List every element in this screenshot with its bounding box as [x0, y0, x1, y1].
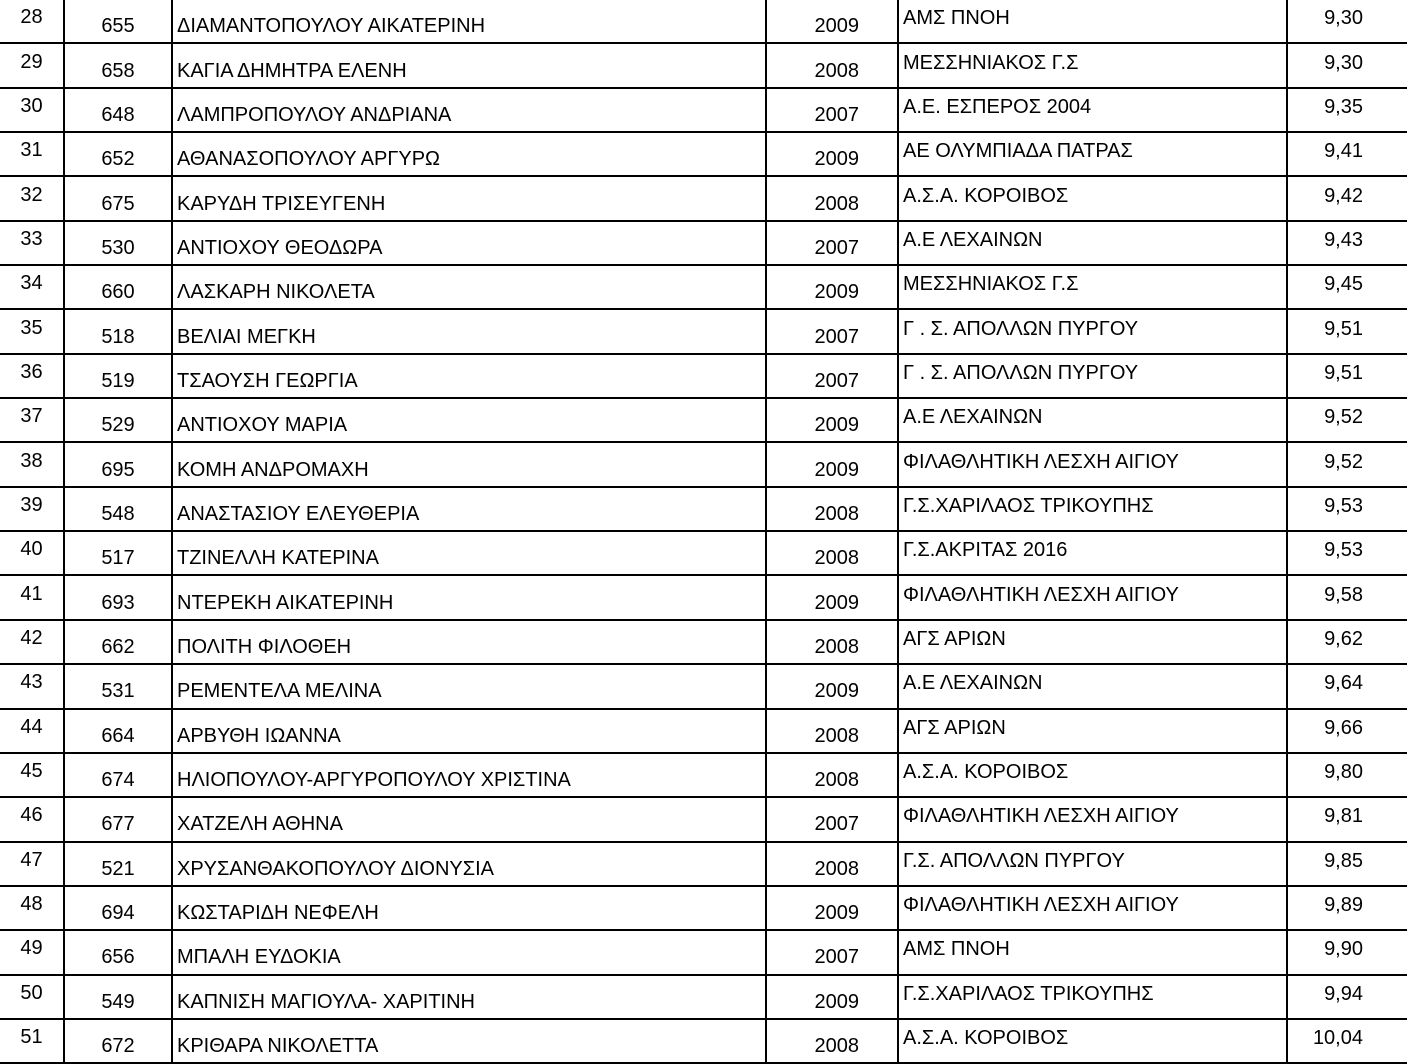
club-cell: ΦΙΛΑΘΛΗΤΙΚΗ ΛΕΣΧΗ ΑΙΓΙΟΥ [898, 797, 1287, 841]
club-cell: ΑΜΣ ΠΝΟΗ [898, 0, 1287, 43]
club-cell: Α.Σ.Α. ΚΟΡΟΙΒΟΣ [898, 176, 1287, 220]
athlete-name-cell: ΒΕΛΙΑΙ ΜΕΓΚΗ [172, 309, 766, 353]
athlete-name-cell: ΑΝΤΙΟΧΟΥ ΜΑΡΙΑ [172, 398, 766, 442]
time-cell: 9,62 [1287, 620, 1407, 664]
rank-cell: 36 [0, 354, 64, 398]
table-row [0, 930, 1407, 974]
table-row [0, 886, 1407, 930]
table-row [0, 664, 1407, 708]
birth-year-cell: 2008 [766, 842, 898, 886]
rank-cell: 37 [0, 398, 64, 442]
athlete-name-cell: ΚΑΠΝΙΣΗ ΜΑΓΙΟΥΛΑ- ΧΑΡΙΤΙΝΗ [172, 975, 766, 1019]
club-cell: ΦΙΛΑΘΛΗΤΙΚΗ ΛΕΣΧΗ ΑΙΓΙΟΥ [898, 575, 1287, 619]
table-row [0, 709, 1407, 753]
athlete-name-cell: ΛΑΣΚΑΡΗ ΝΙΚΟΛΕΤΑ [172, 265, 766, 309]
birth-year-cell: 2008 [766, 753, 898, 797]
athlete-name-cell: ΤΖΙΝΕΛΛΗ ΚΑΤΕΡΙΝΑ [172, 531, 766, 575]
table-row [0, 132, 1407, 176]
rank-cell: 42 [0, 620, 64, 664]
birth-year-cell: 2009 [766, 886, 898, 930]
rank-cell: 44 [0, 709, 64, 753]
club-cell: ΑΜΣ ΠΝΟΗ [898, 930, 1287, 974]
bib-cell: 695 [64, 442, 172, 486]
rank-cell: 32 [0, 176, 64, 220]
bib-cell: 655 [64, 0, 172, 43]
rank-cell: 45 [0, 753, 64, 797]
club-cell: Γ.Σ.ΧΑΡΙΛΑΟΣ ΤΡΙΚΟΥΠΗΣ [898, 975, 1287, 1019]
time-cell: 9,30 [1287, 43, 1407, 87]
birth-year-cell: 2007 [766, 88, 898, 132]
bib-cell: 660 [64, 265, 172, 309]
time-cell: 9,52 [1287, 442, 1407, 486]
club-cell: Α.Ε ΛΕΧΑΙΝΩΝ [898, 221, 1287, 265]
athlete-name-cell: ΚΡΙΘΑΡΑ ΝΙΚΟΛΕΤΤΑ [172, 1019, 766, 1063]
table-row [0, 309, 1407, 353]
birth-year-cell: 2008 [766, 709, 898, 753]
bib-cell: 693 [64, 575, 172, 619]
rank-cell: 49 [0, 930, 64, 974]
athlete-name-cell: ΛΑΜΠΡΟΠΟΥΛΟΥ ΑΝΔΡΙΑΝΑ [172, 88, 766, 132]
athlete-name-cell: ΤΣΑΟΥΣΗ ΓΕΩΡΓΙΑ [172, 354, 766, 398]
athlete-name-cell: ΑΘΑΝΑΣΟΠΟΥΛΟΥ ΑΡΓΥΡΩ [172, 132, 766, 176]
time-cell: 9,53 [1287, 487, 1407, 531]
table-row [0, 620, 1407, 664]
bib-cell: 529 [64, 398, 172, 442]
time-cell: 9,43 [1287, 221, 1407, 265]
club-cell: Α.Σ.Α. ΚΟΡΟΙΒΟΣ [898, 753, 1287, 797]
birth-year-cell: 2008 [766, 1019, 898, 1063]
table-row [0, 975, 1407, 1019]
rank-cell: 34 [0, 265, 64, 309]
bib-cell: 658 [64, 43, 172, 87]
athlete-name-cell: ΚΩΣΤΑΡΙΔΗ ΝΕΦΕΛΗ [172, 886, 766, 930]
athlete-name-cell: ΧΡΥΣΑΝΘΑΚΟΠΟΥΛΟΥ ΔΙΟΝΥΣΙΑ [172, 842, 766, 886]
birth-year-cell: 2007 [766, 309, 898, 353]
birth-year-cell: 2008 [766, 43, 898, 87]
birth-year-cell: 2008 [766, 531, 898, 575]
bib-cell: 656 [64, 930, 172, 974]
bib-cell: 521 [64, 842, 172, 886]
birth-year-cell: 2009 [766, 0, 898, 43]
rank-cell: 40 [0, 531, 64, 575]
bib-cell: 648 [64, 88, 172, 132]
birth-year-cell: 2009 [766, 398, 898, 442]
athlete-name-cell: ΧΑΤΖΕΛΗ ΑΘΗΝΑ [172, 797, 766, 841]
table-row [0, 797, 1407, 841]
time-cell: 9,58 [1287, 575, 1407, 619]
club-cell: Γ . Σ. ΑΠΟΛΛΩΝ ΠΥΡΓΟΥ [898, 354, 1287, 398]
rank-cell: 35 [0, 309, 64, 353]
bib-cell: 549 [64, 975, 172, 1019]
table-row [0, 487, 1407, 531]
club-cell: ΑΓΣ ΑΡΙΩΝ [898, 620, 1287, 664]
club-cell: Α.Ε ΛΕΧΑΙΝΩΝ [898, 664, 1287, 708]
time-cell: 9,64 [1287, 664, 1407, 708]
club-cell: ΦΙΛΑΘΛΗΤΙΚΗ ΛΕΣΧΗ ΑΙΓΙΟΥ [898, 442, 1287, 486]
table-row [0, 176, 1407, 220]
rank-cell: 38 [0, 442, 64, 486]
athlete-name-cell: ΜΠΑΛΗ ΕΥΔΟΚΙΑ [172, 930, 766, 974]
bib-cell: 677 [64, 797, 172, 841]
time-cell: 9,66 [1287, 709, 1407, 753]
club-cell: ΜΕΣΣΗΝΙΑΚΟΣ Γ.Σ [898, 265, 1287, 309]
bib-cell: 662 [64, 620, 172, 664]
club-cell: ΑΕ ΟΛΥΜΠΙΑΔΑ ΠΑΤΡΑΣ [898, 132, 1287, 176]
rank-cell: 51 [0, 1019, 64, 1063]
time-cell: 9,90 [1287, 930, 1407, 974]
athlete-name-cell: ΚΟΜΗ ΑΝΔΡΟΜΑΧΗ [172, 442, 766, 486]
rank-cell: 33 [0, 221, 64, 265]
birth-year-cell: 2007 [766, 797, 898, 841]
athlete-name-cell: ΑΝΑΣΤΑΣΙΟΥ ΕΛΕΥΘΕΡΙΑ [172, 487, 766, 531]
table-row [0, 753, 1407, 797]
time-cell: 9,42 [1287, 176, 1407, 220]
rank-cell: 28 [0, 0, 64, 43]
birth-year-cell: 2008 [766, 620, 898, 664]
club-cell: Γ.Σ.ΧΑΡΙΛΑΟΣ ΤΡΙΚΟΥΠΗΣ [898, 487, 1287, 531]
table-row [0, 398, 1407, 442]
bib-cell: 672 [64, 1019, 172, 1063]
time-cell: 9,51 [1287, 354, 1407, 398]
club-cell: Α.Ε ΛΕΧΑΙΝΩΝ [898, 398, 1287, 442]
table-row [0, 221, 1407, 265]
birth-year-cell: 2008 [766, 176, 898, 220]
time-cell: 9,94 [1287, 975, 1407, 1019]
bib-cell: 519 [64, 354, 172, 398]
birth-year-cell: 2008 [766, 487, 898, 531]
birth-year-cell: 2009 [766, 975, 898, 1019]
birth-year-cell: 2007 [766, 221, 898, 265]
club-cell: Γ . Σ. ΑΠΟΛΛΩΝ ΠΥΡΓΟΥ [898, 309, 1287, 353]
table-row [0, 1019, 1407, 1063]
bib-cell: 675 [64, 176, 172, 220]
rank-cell: 31 [0, 132, 64, 176]
table-row [0, 43, 1407, 87]
athlete-name-cell: ΑΝΤΙΟΧΟΥ ΘΕΟΔΩΡΑ [172, 221, 766, 265]
time-cell: 10,04 [1287, 1019, 1407, 1063]
club-cell: Γ.Σ. ΑΠΟΛΛΩΝ ΠΥΡΓΟΥ [898, 842, 1287, 886]
club-cell: ΑΓΣ ΑΡΙΩΝ [898, 709, 1287, 753]
bib-cell: 518 [64, 309, 172, 353]
club-cell: Α.Σ.Α. ΚΟΡΟΙΒΟΣ [898, 1019, 1287, 1063]
table-row [0, 265, 1407, 309]
rank-cell: 43 [0, 664, 64, 708]
bib-cell: 674 [64, 753, 172, 797]
table-row [0, 531, 1407, 575]
rank-cell: 29 [0, 43, 64, 87]
bib-cell: 652 [64, 132, 172, 176]
time-cell: 9,35 [1287, 88, 1407, 132]
table-row [0, 0, 1407, 43]
bib-cell: 548 [64, 487, 172, 531]
athlete-name-cell: ΠΟΛΙΤΗ ΦΙΛΟΘΕΗ [172, 620, 766, 664]
rank-cell: 39 [0, 487, 64, 531]
rank-cell: 50 [0, 975, 64, 1019]
bib-cell: 531 [64, 664, 172, 708]
club-cell: Γ.Σ.ΑΚΡΙΤΑΣ 2016 [898, 531, 1287, 575]
birth-year-cell: 2009 [766, 664, 898, 708]
rank-cell: 46 [0, 797, 64, 841]
time-cell: 9,53 [1287, 531, 1407, 575]
time-cell: 9,85 [1287, 842, 1407, 886]
bib-cell: 694 [64, 886, 172, 930]
athlete-name-cell: ΝΤΕΡΕΚΗ ΑΙΚΑΤΕΡΙΝΗ [172, 575, 766, 619]
time-cell: 9,41 [1287, 132, 1407, 176]
club-cell: ΜΕΣΣΗΝΙΑΚΟΣ Γ.Σ [898, 43, 1287, 87]
rank-cell: 47 [0, 842, 64, 886]
time-cell: 9,81 [1287, 797, 1407, 841]
rank-cell: 30 [0, 88, 64, 132]
table-row [0, 88, 1407, 132]
rank-cell: 48 [0, 886, 64, 930]
birth-year-cell: 2007 [766, 930, 898, 974]
time-cell: 9,45 [1287, 265, 1407, 309]
bib-cell: 517 [64, 531, 172, 575]
athlete-name-cell: ΚΑΡΥΔΗ ΤΡΙΣΕΥΓΕΝΗ [172, 176, 766, 220]
table-row [0, 442, 1407, 486]
athlete-name-cell: ΑΡΒΥΘΗ ΙΩΑΝΝΑ [172, 709, 766, 753]
club-cell: Α.Ε. ΕΣΠΕΡΟΣ 2004 [898, 88, 1287, 132]
time-cell: 9,30 [1287, 0, 1407, 43]
rank-cell: 41 [0, 575, 64, 619]
birth-year-cell: 2009 [766, 575, 898, 619]
athlete-name-cell: ΡΕΜΕΝΤΕΛΑ ΜΕΛΙΝΑ [172, 664, 766, 708]
birth-year-cell: 2009 [766, 265, 898, 309]
athlete-name-cell: ΚΑΓΙΑ ΔΗΜΗΤΡΑ ΕΛΕΝΗ [172, 43, 766, 87]
athlete-name-cell: ΔΙΑΜΑΝΤΟΠΟΥΛΟΥ ΑΙΚΑΤΕΡΙΝΗ [172, 0, 766, 43]
club-cell: ΦΙΛΑΘΛΗΤΙΚΗ ΛΕΣΧΗ ΑΙΓΙΟΥ [898, 886, 1287, 930]
time-cell: 9,52 [1287, 398, 1407, 442]
time-cell: 9,89 [1287, 886, 1407, 930]
table-row [0, 842, 1407, 886]
bib-cell: 664 [64, 709, 172, 753]
birth-year-cell: 2007 [766, 354, 898, 398]
table-row [0, 575, 1407, 619]
athlete-name-cell: ΗΛΙΟΠΟΥΛΟΥ-ΑΡΓΥΡΟΠΟΥΛΟΥ ΧΡΙΣΤΙΝΑ [172, 753, 766, 797]
time-cell: 9,80 [1287, 753, 1407, 797]
table-row [0, 354, 1407, 398]
time-cell: 9,51 [1287, 309, 1407, 353]
birth-year-cell: 2009 [766, 442, 898, 486]
birth-year-cell: 2009 [766, 132, 898, 176]
bib-cell: 530 [64, 221, 172, 265]
